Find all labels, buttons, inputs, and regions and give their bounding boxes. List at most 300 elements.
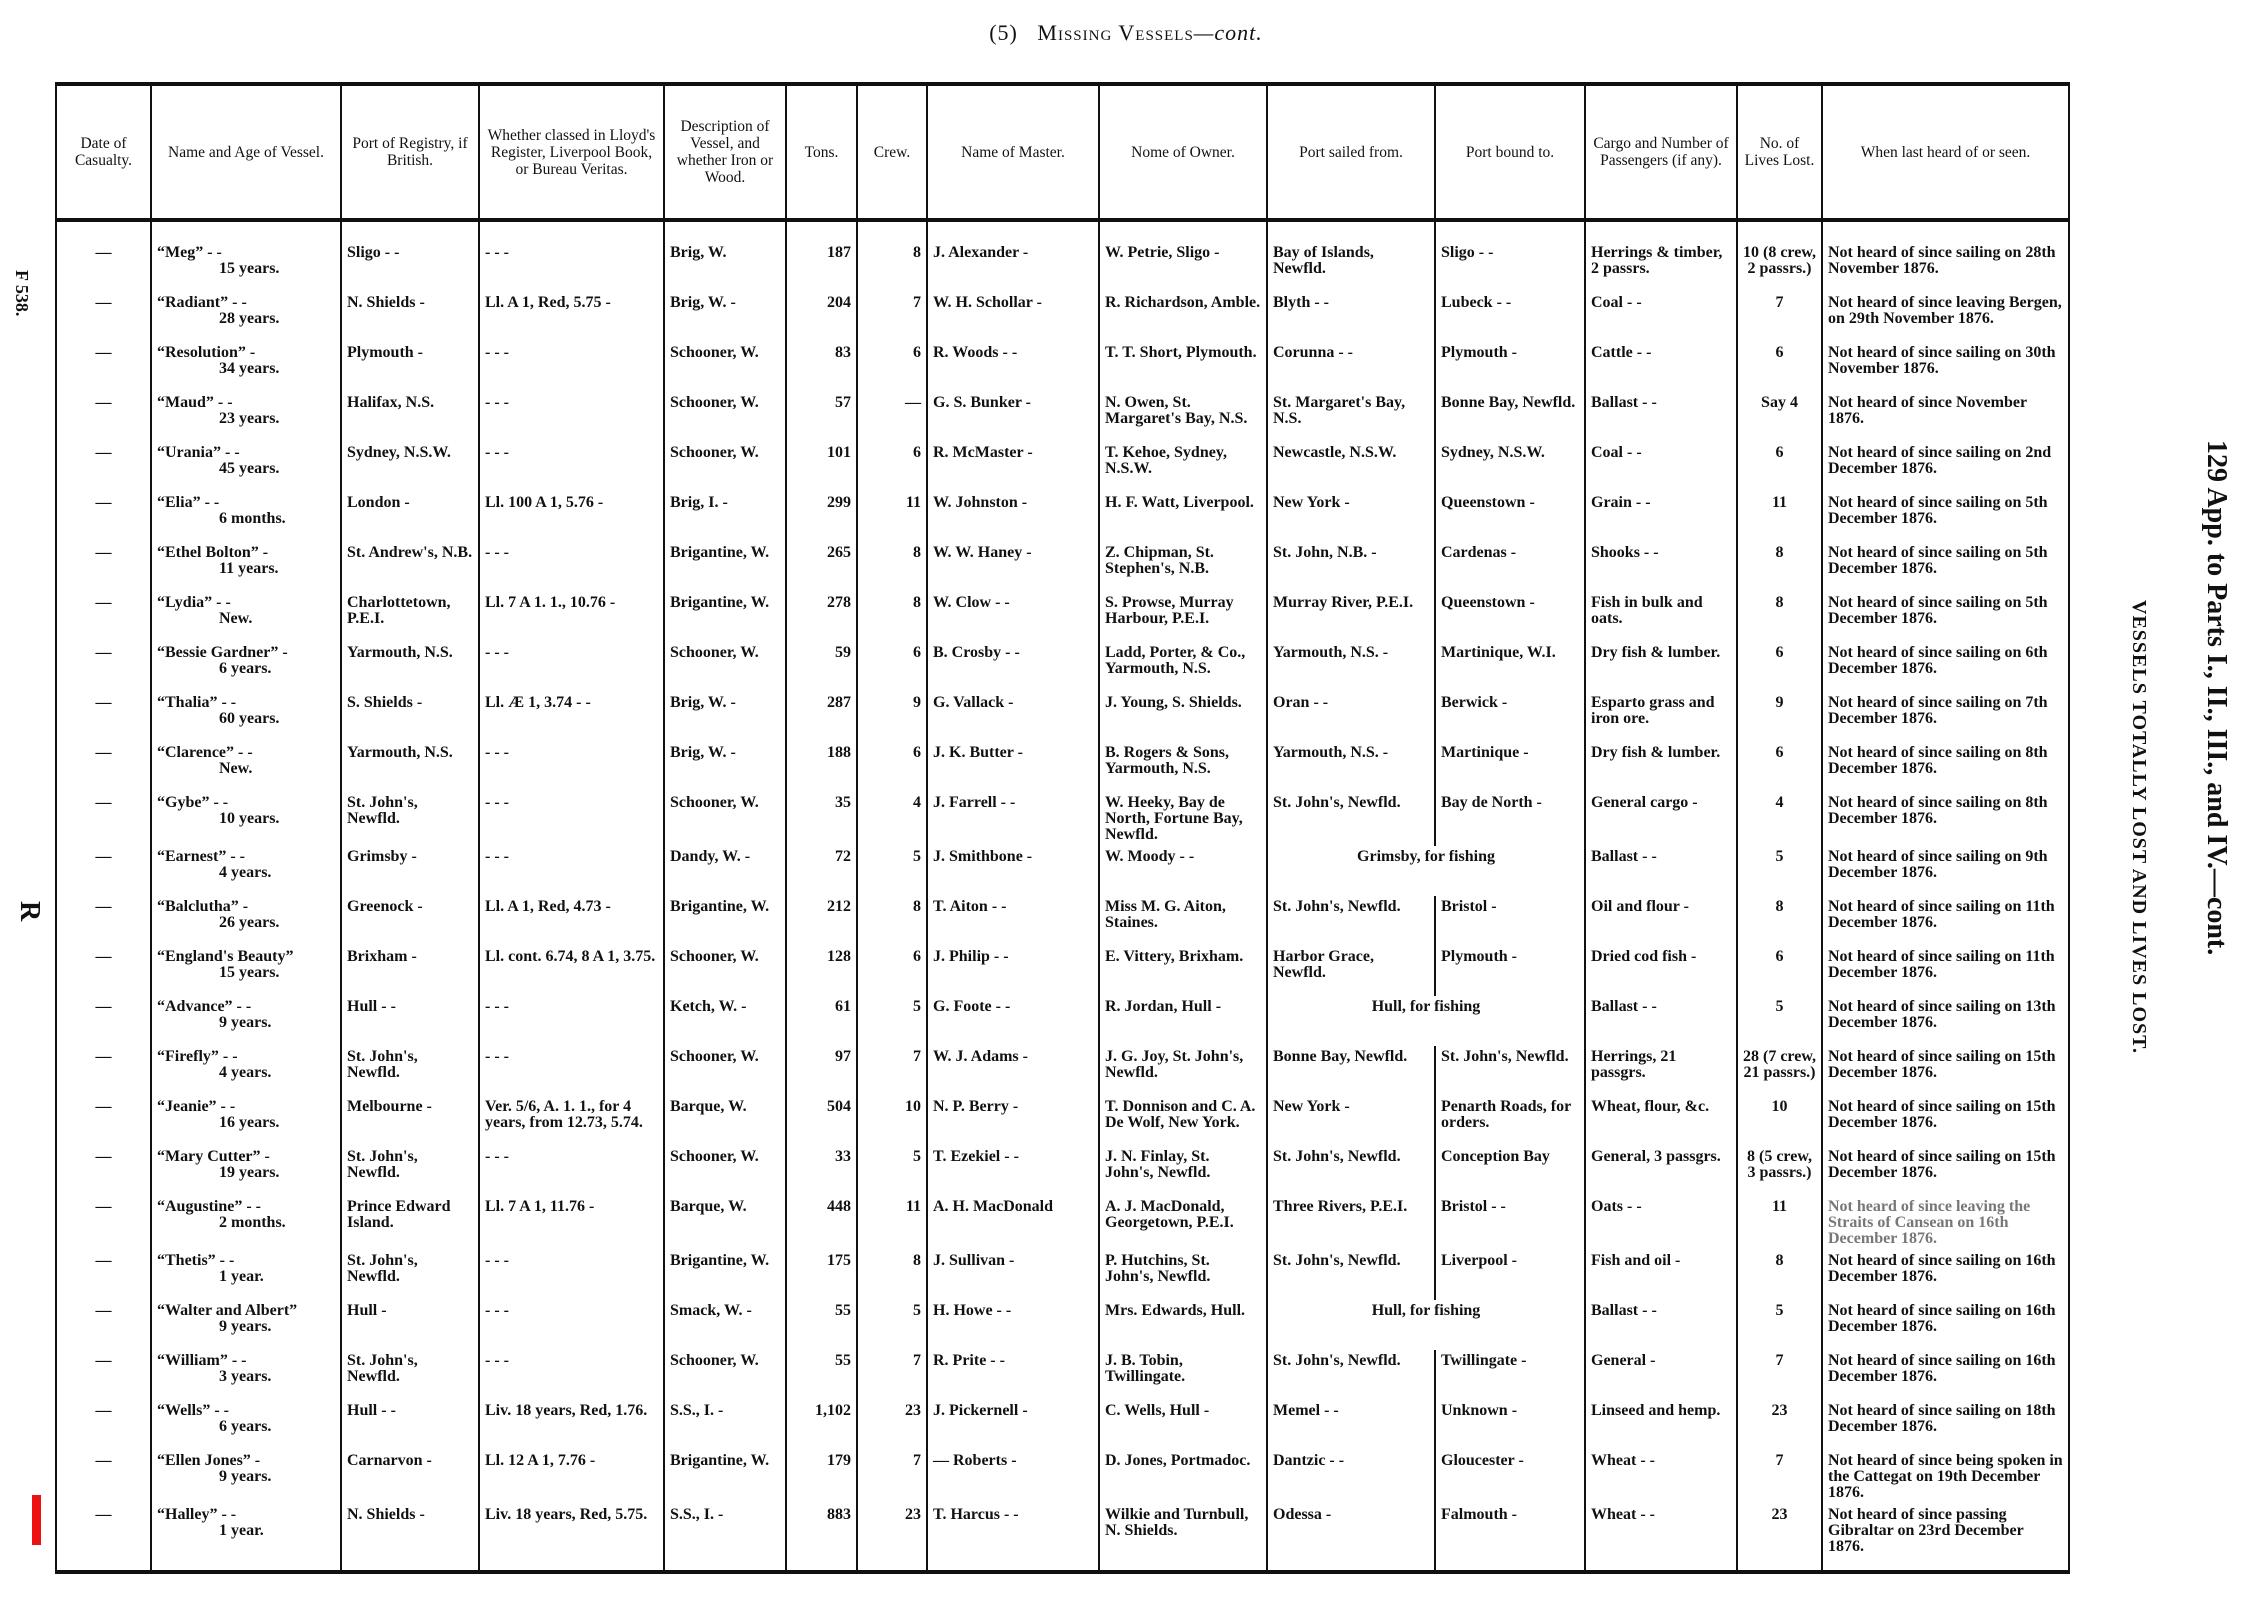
registry-cell: Brixham -	[341, 946, 479, 996]
crew-cell: 8	[857, 896, 927, 946]
lives-lost-cell: 10	[1737, 1096, 1822, 1146]
port-to-cell: Bay de North -	[1435, 792, 1585, 846]
lives-lost-cell: 8	[1737, 1250, 1822, 1300]
vessel-name: “Mary Cutter” -	[157, 1148, 270, 1165]
crew-cell: 5	[857, 996, 927, 1046]
cargo-cell: Cattle - -	[1585, 342, 1737, 392]
registry-cell: Hull - -	[341, 1400, 479, 1450]
vessel-cell	[151, 392, 341, 442]
port-to-cell: Berwick -	[1435, 692, 1585, 742]
description-cell: Schooner, W.	[664, 642, 786, 692]
port-from-to-cell: Hull, for fishing	[1267, 1300, 1585, 1350]
classification-cell: Ll. A 1, Red, 4.73 -	[479, 896, 664, 946]
vessel-age: 1 year.	[219, 1268, 264, 1285]
table-row	[56, 1504, 2069, 1572]
margin-mark: R	[14, 901, 45, 922]
vessel-cell	[151, 946, 341, 996]
crew-cell: 8	[857, 592, 927, 642]
vessel-age: 16 years.	[219, 1114, 280, 1131]
master-cell: J. Pickernell -	[927, 1400, 1099, 1450]
crew-cell: 8	[857, 1250, 927, 1300]
owner-cell: R. Jordan, Hull -	[1099, 996, 1267, 1046]
vessel-cell	[151, 742, 341, 792]
date-cell: —	[56, 896, 151, 946]
last-heard-cell: Not heard of since being spoken in the Cattegat on 19th December 1876.	[1822, 1450, 2069, 1504]
tons-cell: 883	[786, 1504, 857, 1572]
master-cell: W. Clow - -	[927, 592, 1099, 642]
registry-cell: St. John's, Newfld.	[341, 1146, 479, 1196]
running-subheader: VESSELS TOTALLY LOST AND LIVES LOST.	[2128, 600, 2150, 1054]
port-from-cell: Corunna - -	[1267, 342, 1435, 392]
last-heard-cell: Not heard of since leaving the Straits of Cansean on 16th December 1876.	[1822, 1196, 2069, 1250]
port-from-cell: St. John's, Newfld.	[1267, 1250, 1435, 1300]
crew-cell: 6	[857, 642, 927, 692]
owner-cell: S. Prowse, Murray Harbour, P.E.I.	[1099, 592, 1267, 642]
cargo-cell: Grain - -	[1585, 492, 1737, 542]
crew-cell: 7	[857, 1046, 927, 1096]
master-cell: G. Vallack -	[927, 692, 1099, 742]
cargo-cell: Herrings & timber, 2 passrs.	[1585, 242, 1737, 292]
header-last-heard: When last heard of or seen.	[1822, 84, 2069, 220]
vessel-age: 15 years.	[219, 260, 280, 277]
crew-cell: 6	[857, 742, 927, 792]
crew-cell: 6	[857, 442, 927, 492]
classification-cell: - - -	[479, 742, 664, 792]
port-from-cell: St. Margaret's Bay, N.S.	[1267, 392, 1435, 442]
master-cell: G. S. Bunker -	[927, 392, 1099, 442]
description-cell: Schooner, W.	[664, 392, 786, 442]
crew-cell: 5	[857, 1146, 927, 1196]
last-heard-cell: Not heard of since sailing on 11th December 1876.	[1822, 946, 2069, 996]
tons-cell: 128	[786, 946, 857, 996]
table-body	[56, 220, 2069, 1572]
master-cell: J. Sullivan -	[927, 1250, 1099, 1300]
table-row	[56, 292, 2069, 342]
date-cell: —	[56, 1146, 151, 1196]
vessel-age: 10 years.	[219, 810, 280, 827]
header-cargo: Cargo and Number of Passengers (if any).	[1585, 84, 1737, 220]
cargo-cell: Wheat - -	[1585, 1504, 1737, 1572]
owner-cell: Mrs. Edwards, Hull.	[1099, 1300, 1267, 1350]
last-heard-cell: Not heard of since sailing on 30th November 1876.	[1822, 342, 2069, 392]
vessel-age: 19 years.	[219, 1164, 280, 1181]
date-cell: —	[56, 542, 151, 592]
cargo-cell: Wheat, flour, &c.	[1585, 1096, 1737, 1146]
owner-cell: D. Jones, Portmadoc.	[1099, 1450, 1267, 1504]
lives-lost-cell: 8	[1737, 542, 1822, 592]
owner-cell: T. Donnison and C. A. De Wolf, New York.	[1099, 1096, 1267, 1146]
last-heard-cell: Not heard of since sailing on 6th December 1876.	[1822, 642, 2069, 692]
tons-cell: 504	[786, 1096, 857, 1146]
vessel-cell	[151, 1146, 341, 1196]
vessel-name: “Advance” - -	[157, 998, 252, 1015]
master-cell: J. Farrell - -	[927, 792, 1099, 846]
master-cell: — Roberts -	[927, 1450, 1099, 1504]
owner-cell: J. B. Tobin, Twillingate.	[1099, 1350, 1267, 1400]
port-from-cell: New York -	[1267, 492, 1435, 542]
header-master: Name of Master.	[927, 84, 1099, 220]
vessel-cell	[151, 792, 341, 846]
owner-cell: J. Young, S. Shields.	[1099, 692, 1267, 742]
master-cell: R. McMaster -	[927, 442, 1099, 492]
vessel-cell	[151, 642, 341, 692]
last-heard-cell: Not heard of since sailing on 15th December 1876.	[1822, 1096, 2069, 1146]
date-cell: —	[56, 592, 151, 642]
description-cell: Brigantine, W.	[664, 896, 786, 946]
classification-cell: Ll. cont. 6.74, 8 A 1, 3.75.	[479, 946, 664, 996]
tons-cell: 61	[786, 996, 857, 1046]
vessel-age: 3 years.	[219, 1368, 272, 1385]
port-to-cell: Penarth Roads, for orders.	[1435, 1096, 1585, 1146]
classification-cell: - - -	[479, 242, 664, 292]
port-from-cell: Murray River, P.E.I.	[1267, 592, 1435, 642]
classification-cell: Ll. A 1, Red, 5.75 -	[479, 292, 664, 342]
table-row	[56, 1046, 2069, 1096]
vessel-age: 45 years.	[219, 460, 280, 477]
date-cell: —	[56, 292, 151, 342]
vessel-cell	[151, 1046, 341, 1096]
lives-lost-cell: 8	[1737, 896, 1822, 946]
table-row	[56, 1450, 2069, 1504]
vessel-age: 9 years.	[219, 1468, 272, 1485]
crew-cell: 4	[857, 792, 927, 846]
cargo-cell: Dry fish & lumber.	[1585, 642, 1737, 692]
port-from-cell: Bay of Islands, Newfld.	[1267, 242, 1435, 292]
table-row	[56, 1096, 2069, 1146]
vessel-cell	[151, 442, 341, 492]
classification-cell: Liv. 18 years, Red, 1.76.	[479, 1400, 664, 1450]
classification-cell: - - -	[479, 1146, 664, 1196]
cargo-cell: Coal - -	[1585, 442, 1737, 492]
last-heard-cell: Not heard of since sailing on 5th December 1876.	[1822, 492, 2069, 542]
registry-cell: St. John's, Newfld.	[341, 1046, 479, 1096]
vessel-cell	[151, 1196, 341, 1250]
vessel-cell	[151, 692, 341, 742]
port-from-cell: Yarmouth, N.S. -	[1267, 742, 1435, 792]
vessel-cell	[151, 896, 341, 946]
port-to-cell: Plymouth -	[1435, 946, 1585, 996]
lives-lost-cell: 6	[1737, 742, 1822, 792]
owner-cell: P. Hutchins, St. John's, Newfld.	[1099, 1250, 1267, 1300]
cargo-cell: Wheat - -	[1585, 1450, 1737, 1504]
registry-cell: Greenock -	[341, 896, 479, 946]
port-to-cell: Lubeck - -	[1435, 292, 1585, 342]
header-port-to: Port bound to.	[1435, 84, 1585, 220]
date-cell: —	[56, 392, 151, 442]
cargo-cell: Dried cod fish -	[1585, 946, 1737, 996]
date-cell: —	[56, 642, 151, 692]
tons-cell: 1,102	[786, 1400, 857, 1450]
owner-cell: R. Richardson, Amble.	[1099, 292, 1267, 342]
last-heard-cell: Not heard of since sailing on 16th December 1876.	[1822, 1250, 2069, 1300]
last-heard-cell: Not heard of since November 1876.	[1822, 392, 2069, 442]
date-cell: —	[56, 1400, 151, 1450]
table-row	[56, 1300, 2069, 1350]
vessel-name: “Ethel Bolton” -	[157, 544, 269, 561]
cargo-cell: Ballast - -	[1585, 996, 1737, 1046]
crew-cell: 9	[857, 692, 927, 742]
table-row	[56, 1350, 2069, 1400]
vessel-name: “England's Beauty”	[157, 948, 294, 965]
port-to-cell: Bonne Bay, Newfld.	[1435, 392, 1585, 442]
owner-cell: T. Kehoe, Sydney, N.S.W.	[1099, 442, 1267, 492]
cargo-cell: Shooks - -	[1585, 542, 1737, 592]
cargo-cell: Oats - -	[1585, 1196, 1737, 1250]
master-cell: W. J. Adams -	[927, 1046, 1099, 1096]
missing-vessels-table	[55, 82, 2070, 1574]
owner-cell: J. G. Joy, St. John's, Newfld.	[1099, 1046, 1267, 1096]
date-cell: —	[56, 692, 151, 742]
table-row	[56, 1250, 2069, 1300]
port-to-cell: Conception Bay	[1435, 1146, 1585, 1196]
table-row	[56, 242, 2069, 292]
vessel-name: “Clarence” - -	[157, 744, 253, 761]
vessel-age: 6 years.	[219, 1418, 272, 1435]
lives-lost-cell: 4	[1737, 792, 1822, 846]
cargo-cell: Herrings, 21 passgrs.	[1585, 1046, 1737, 1096]
master-cell: A. H. MacDonald	[927, 1196, 1099, 1250]
tons-cell: 265	[786, 542, 857, 592]
owner-cell: W. Heeky, Bay de North, Fortune Bay, Newfld.	[1099, 792, 1267, 846]
vessel-name: “Firefly” - -	[157, 1048, 238, 1065]
vessel-name: “Urania” - -	[157, 444, 240, 461]
vessel-name: “Augustine” - -	[157, 1198, 262, 1215]
description-cell: Brigantine, W.	[664, 542, 786, 592]
last-heard-cell: Not heard of since sailing on 15th December 1876.	[1822, 1146, 2069, 1196]
port-to-cell: St. John's, Newfld.	[1435, 1046, 1585, 1096]
tons-cell: 55	[786, 1300, 857, 1350]
vessel-age: 6 years.	[219, 660, 272, 677]
vessel-age: 28 years.	[219, 310, 280, 327]
date-cell: —	[56, 1096, 151, 1146]
lives-lost-cell: 7	[1737, 1450, 1822, 1504]
vessel-cell	[151, 542, 341, 592]
header-tons: Tons.	[786, 84, 857, 220]
port-from-cell: Blyth - -	[1267, 292, 1435, 342]
last-heard-cell: Not heard of since sailing on 8th December 1876.	[1822, 792, 2069, 846]
registry-cell: Charlottetown, P.E.I.	[341, 592, 479, 642]
port-from-cell: Oran - -	[1267, 692, 1435, 742]
owner-cell: W. Petrie, Sligo -	[1099, 242, 1267, 292]
classification-cell: Ll. Æ 1, 3.74 - -	[479, 692, 664, 742]
classification-cell: Ll. 12 A 1, 7.76 -	[479, 1450, 664, 1504]
lives-lost-cell: 6	[1737, 642, 1822, 692]
date-cell: —	[56, 792, 151, 846]
cargo-cell: General cargo -	[1585, 792, 1737, 846]
vessel-name: “Jeanie” - -	[157, 1098, 236, 1115]
vessel-cell	[151, 1096, 341, 1146]
master-cell: N. P. Berry -	[927, 1096, 1099, 1146]
tons-cell: 72	[786, 846, 857, 896]
description-cell: Brig, W. -	[664, 692, 786, 742]
port-to-cell: Plymouth -	[1435, 342, 1585, 392]
header-lives-lost: No. of Lives Lost.	[1737, 84, 1822, 220]
vessel-name: “William” - -	[157, 1352, 247, 1369]
lives-lost-cell: 5	[1737, 996, 1822, 1046]
master-cell: R. Woods - -	[927, 342, 1099, 392]
tons-cell: 97	[786, 1046, 857, 1096]
description-cell: Dandy, W. -	[664, 846, 786, 896]
last-heard-cell: Not heard of since sailing on 16th December 1876.	[1822, 1300, 2069, 1350]
owner-cell: H. F. Watt, Liverpool.	[1099, 492, 1267, 542]
lives-lost-cell: 8 (5 crew, 3 passrs.)	[1737, 1146, 1822, 1196]
master-cell: H. Howe - -	[927, 1300, 1099, 1350]
description-cell: Brig, W.	[664, 242, 786, 292]
vessel-age: 9 years.	[219, 1318, 272, 1335]
classification-cell: Liv. 18 years, Red, 5.75.	[479, 1504, 664, 1572]
crew-cell: 7	[857, 1350, 927, 1400]
vessel-age: 60 years.	[219, 710, 280, 727]
last-heard-cell: Not heard of since sailing on 16th December 1876.	[1822, 1350, 2069, 1400]
port-to-cell: Falmouth -	[1435, 1504, 1585, 1572]
port-from-cell: St. John's, Newfld.	[1267, 1350, 1435, 1400]
section-title: Missing Vessels	[1037, 20, 1194, 45]
table-row	[56, 1400, 2069, 1450]
owner-cell: E. Vittery, Brixham.	[1099, 946, 1267, 996]
margin-reference-code: F 538.	[12, 270, 32, 317]
registry-cell: St. John's, Newfld.	[341, 1350, 479, 1400]
classification-cell: - - -	[479, 1300, 664, 1350]
port-from-cell: New York -	[1267, 1096, 1435, 1146]
table-row	[56, 792, 2069, 846]
last-heard-cell: Not heard of since sailing on 5th December 1876.	[1822, 592, 2069, 642]
vessel-age: 2 months.	[219, 1214, 286, 1231]
last-heard-cell: Not heard of since passing Gibraltar on 23rd December 1876.	[1822, 1504, 2069, 1572]
table-row	[56, 742, 2069, 792]
last-heard-cell: Not heard of since sailing on 28th November 1876.	[1822, 242, 2069, 292]
vessel-cell	[151, 1450, 341, 1504]
port-from-cell: St. John's, Newfld.	[1267, 792, 1435, 846]
description-cell: Ketch, W. -	[664, 996, 786, 1046]
vessel-age: 1 year.	[219, 1522, 264, 1539]
header-description: Description of Vessel, and whether Iron or Wood.	[664, 84, 786, 220]
registry-cell: St. John's, Newfld.	[341, 1250, 479, 1300]
table-row	[56, 492, 2069, 542]
vessel-age: 4 years.	[219, 1064, 272, 1081]
master-cell: J. Philip - -	[927, 946, 1099, 996]
vessel-name: “Balcluthа” -	[157, 898, 249, 915]
lives-lost-cell: 9	[1737, 692, 1822, 742]
date-cell: —	[56, 946, 151, 996]
owner-cell: C. Wells, Hull -	[1099, 1400, 1267, 1450]
lives-lost-cell: 23	[1737, 1504, 1822, 1572]
tons-cell: 448	[786, 1196, 857, 1250]
lives-lost-cell: 5	[1737, 846, 1822, 896]
master-cell: T. Harcus - -	[927, 1504, 1099, 1572]
lives-lost-cell: 8	[1737, 592, 1822, 642]
vessel-age: 6 months.	[219, 510, 286, 527]
crew-cell: 7	[857, 1450, 927, 1504]
tons-cell: 287	[786, 692, 857, 742]
table-row	[56, 392, 2069, 442]
lives-lost-cell: 5	[1737, 1300, 1822, 1350]
port-to-cell: Sligo - -	[1435, 242, 1585, 292]
lives-lost-cell: 11	[1737, 492, 1822, 542]
vessel-cell	[151, 1504, 341, 1572]
lives-lost-cell: 6	[1737, 442, 1822, 492]
owner-cell: A. J. MacDonald, Georgetown, P.E.I.	[1099, 1196, 1267, 1250]
header-date: Date of Casualty.	[56, 84, 151, 220]
port-to-cell: Gloucester -	[1435, 1450, 1585, 1504]
vessel-name: “Halley” - -	[157, 1506, 237, 1523]
description-cell: S.S., I. -	[664, 1504, 786, 1572]
port-to-cell: Bristol - -	[1435, 1196, 1585, 1250]
tons-cell: 175	[786, 1250, 857, 1300]
cargo-cell: Ballast - -	[1585, 1300, 1737, 1350]
table-row	[56, 442, 2069, 492]
description-cell: Brigantine, W.	[664, 592, 786, 642]
vessel-cell	[151, 1250, 341, 1300]
port-to-cell: Martinique, W.I.	[1435, 642, 1585, 692]
vessel-name: “Earnest” - -	[157, 848, 245, 865]
date-cell: —	[56, 996, 151, 1046]
vessel-cell	[151, 492, 341, 542]
date-cell: —	[56, 1450, 151, 1504]
port-to-cell: Cardenas -	[1435, 542, 1585, 592]
vessel-name: “Radiant” - -	[157, 294, 247, 311]
vessel-age: 4 years.	[219, 864, 272, 881]
cargo-cell: General, 3 passgrs.	[1585, 1146, 1737, 1196]
cargo-cell: Esparto grass and iron ore.	[1585, 692, 1737, 742]
description-cell: Schooner, W.	[664, 946, 786, 996]
crew-cell: —	[857, 392, 927, 442]
port-from-cell: Odessa -	[1267, 1504, 1435, 1572]
registry-cell: Hull -	[341, 1300, 479, 1350]
description-cell: Schooner, W.	[664, 1146, 786, 1196]
lives-lost-cell: 11	[1737, 1196, 1822, 1250]
table-row	[56, 542, 2069, 592]
port-to-cell: Queenstown -	[1435, 492, 1585, 542]
port-from-cell: St. John, N.B. -	[1267, 542, 1435, 592]
crew-cell: 5	[857, 1300, 927, 1350]
port-from-cell: St. John's, Newfld.	[1267, 896, 1435, 946]
lives-lost-cell: 7	[1737, 292, 1822, 342]
vessel-age: New.	[219, 610, 253, 627]
classification-cell: - - -	[479, 792, 664, 846]
classification-cell: - - -	[479, 342, 664, 392]
crew-cell: 8	[857, 242, 927, 292]
running-header: 129 App. to Parts I., II., III., and IV.—cont.	[2201, 440, 2232, 956]
date-cell: —	[56, 846, 151, 896]
vessel-cell	[151, 1400, 341, 1450]
port-from-cell: Bonne Bay, Newfld.	[1267, 1046, 1435, 1096]
last-heard-cell: Not heard of since sailing on 8th December 1876.	[1822, 742, 2069, 792]
registry-cell: Halifax, N.S.	[341, 392, 479, 442]
last-heard-cell: Not heard of since sailing on 5th December 1876.	[1822, 542, 2069, 592]
lives-lost-cell: 7	[1737, 1350, 1822, 1400]
date-cell: —	[56, 1300, 151, 1350]
lives-lost-cell: 10 (8 crew, 2 passrs.)	[1737, 242, 1822, 292]
last-heard-cell: Not heard of since sailing on 18th December 1876.	[1822, 1400, 2069, 1450]
classification-cell: Ll. 7 A 1. 1., 10.76 -	[479, 592, 664, 642]
vessel-name: “Bessie Gardner” -	[157, 644, 288, 661]
vessel-age: 26 years.	[219, 914, 280, 931]
description-cell: Brigantine, W.	[664, 1250, 786, 1300]
master-cell: R. Prite - -	[927, 1350, 1099, 1400]
cargo-cell: Coal - -	[1585, 292, 1737, 342]
owner-cell: Z. Chipman, St. Stephen's, N.B.	[1099, 542, 1267, 592]
vessel-age: 9 years.	[219, 1014, 272, 1031]
description-cell: Schooner, W.	[664, 1350, 786, 1400]
port-to-cell: Bristol -	[1435, 896, 1585, 946]
header-row	[56, 84, 2069, 220]
tons-cell: 59	[786, 642, 857, 692]
registry-cell: Yarmouth, N.S.	[341, 642, 479, 692]
crew-cell: 8	[857, 542, 927, 592]
master-cell: J. K. Butter -	[927, 742, 1099, 792]
cargo-cell: Dry fish & lumber.	[1585, 742, 1737, 792]
date-cell: —	[56, 1046, 151, 1096]
